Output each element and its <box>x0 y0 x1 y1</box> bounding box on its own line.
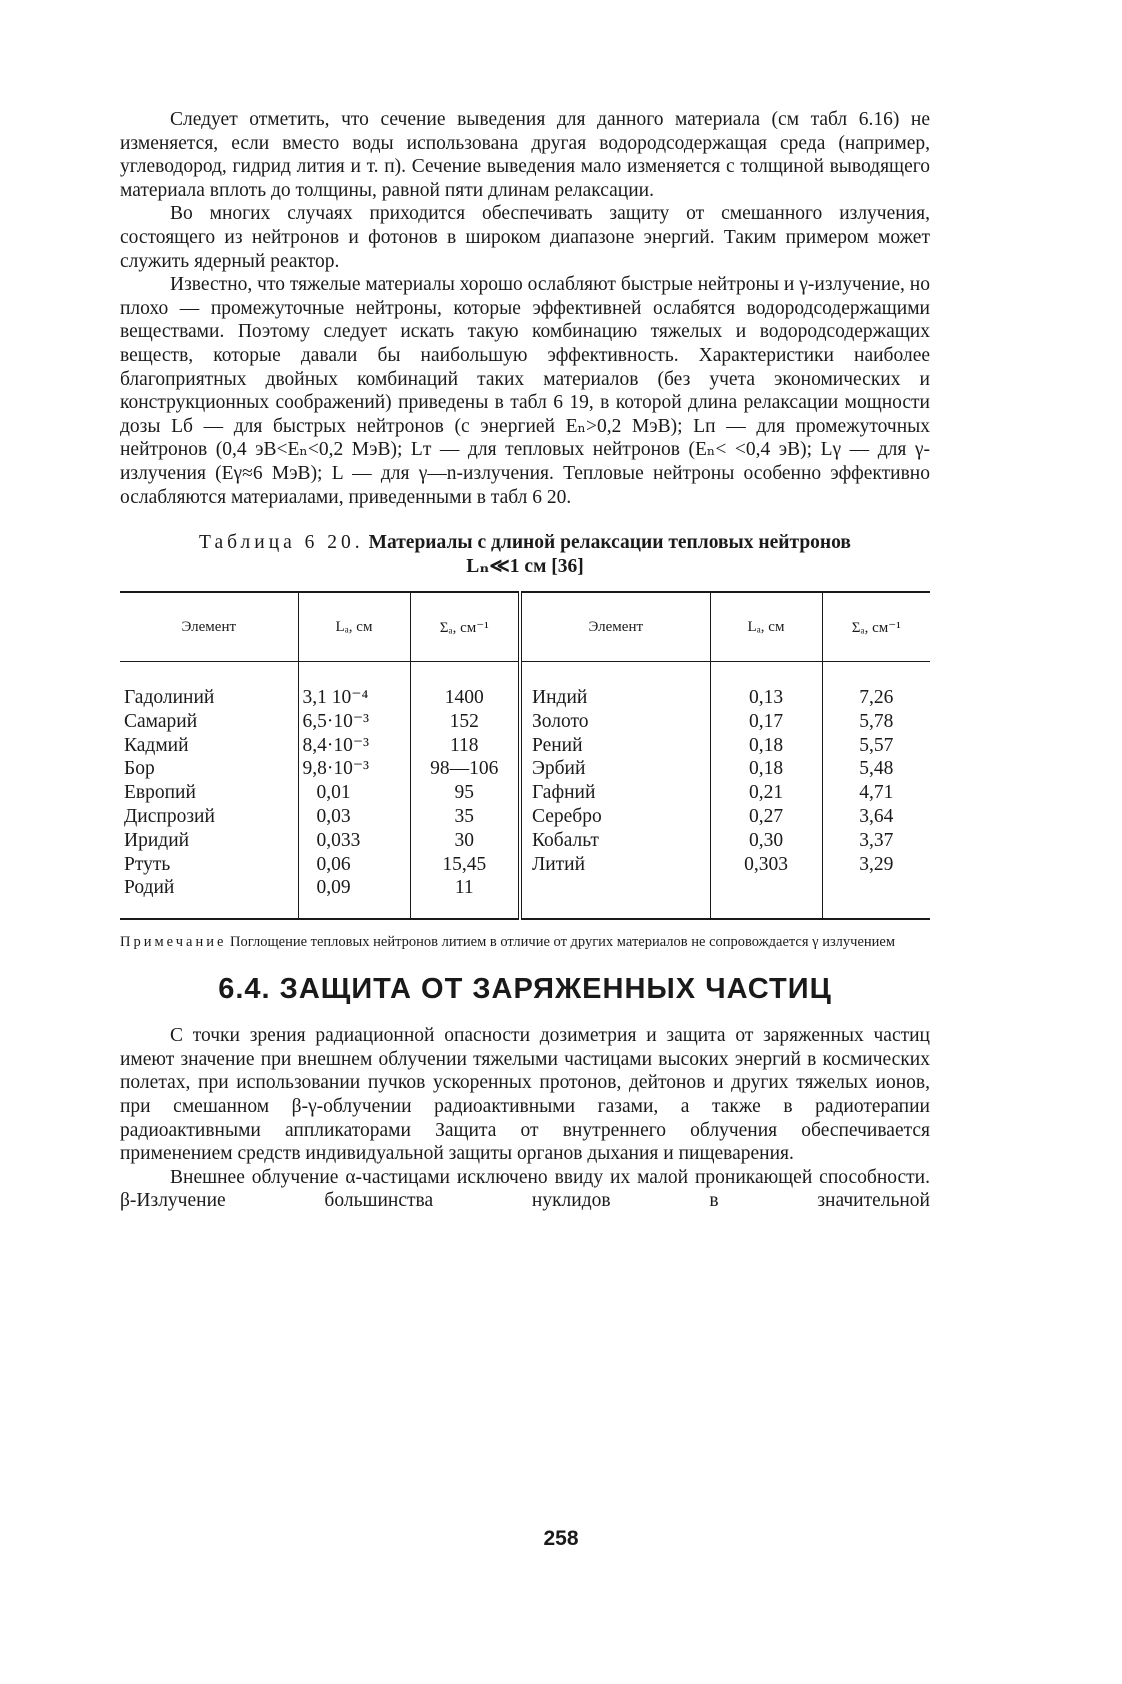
column-header: Lₐ, см <box>298 592 410 662</box>
cell: Ртуть <box>124 853 171 875</box>
column-header: Элемент <box>520 592 710 662</box>
cell: 3,64 <box>859 806 894 828</box>
left-sigma-cell <box>410 662 520 920</box>
table-title-line2: Lₙ≪1 см [36] <box>466 556 584 578</box>
cell: Европий <box>124 782 196 804</box>
table-title: Материалы с длиной релаксации тепловых нейтронов <box>368 532 851 554</box>
paragraph: Внешнее облучение α-частицами исключено ввиду их малой проникающей способности. β-Излучение большинства нуклидов в значительной <box>120 1166 930 1212</box>
cell: 11 <box>454 877 474 899</box>
cell: 3,37 <box>859 829 894 851</box>
right-sigma-cell <box>822 662 930 920</box>
cell: 118 <box>449 734 479 756</box>
cell: 0,30 <box>748 829 784 851</box>
cell: 15,45 <box>442 853 487 875</box>
cell: Индий <box>532 687 588 709</box>
cell: 0,03 <box>316 806 351 828</box>
column-header: Lₐ, см <box>710 592 822 662</box>
cell: 0,06 <box>316 853 351 875</box>
cell: Родий <box>124 877 175 899</box>
paragraph: Известно, что тяжелые материалы хорошо ослабляют быстрые нейтроны и γ-излучение, но плохо — промежуточные нейтроны, которые эффективней ослабятся водородсодержащими веществами. Поэтому следует искать такую комбинацию тяжелых и водородсодержащих веществ, которые давали бы наибольшую эффективность. Характеристики наиболее благоприятных двойных комбинаций таких материалов (без учета экономических и конструкционных соображений) приведены в табл 6 19, в которой длина релаксации мощности дозы Lб — для быстрых нейтронов (с энергией Eₙ>0,2 МэВ); Lп — для промежуточных нейтронов (0,4 эВ<Eₙ<0,2 МэВ); Lт — для тепловых нейтронов (Eₙ< <0,4 эВ); Lγ — для γ-излучения (Eγ≈6 МэВ); L — для γ—n-излучения. Тепловые нейтроны особенно эффективно ослабляются материалами, приведенными в табл 6 20. <box>120 274 930 508</box>
page-number: 258 <box>543 1527 579 1550</box>
table-header-row <box>120 592 930 662</box>
cell: 5,78 <box>859 710 894 732</box>
cell: 0,13 <box>748 687 784 709</box>
cell: 0,21 <box>748 782 784 804</box>
table-caption <box>120 531 930 579</box>
cell: Гадолиний <box>124 687 215 709</box>
cell: Кадмий <box>124 734 189 756</box>
table-label: Таблица 6 20. <box>199 532 364 554</box>
cell: 4,71 <box>859 782 894 804</box>
cell: Золото <box>532 710 589 732</box>
right-elements-cell <box>520 662 710 920</box>
cell: 5,48 <box>859 758 894 780</box>
cell: Эрбий <box>532 758 586 780</box>
cell: 0,033 <box>316 829 361 851</box>
cell: 9,8·10⁻³ <box>302 758 370 780</box>
table-note <box>120 934 930 951</box>
cell: 7,26 <box>859 687 894 709</box>
column-header: Σₐ, см⁻¹ <box>822 592 930 662</box>
column-header: Σₐ, см⁻¹ <box>410 592 520 662</box>
cell: Иридий <box>124 829 190 851</box>
cell: Кобальт <box>532 829 599 851</box>
cell: 5,57 <box>859 734 894 756</box>
cell: Диспрозий <box>124 806 215 828</box>
cell: Литий <box>532 853 586 875</box>
cell: 152 <box>449 710 479 732</box>
cell: 0,303 <box>744 853 788 875</box>
cell: 0,27 <box>748 806 784 828</box>
data-table <box>120 591 930 920</box>
cell: 0,18 <box>748 734 784 756</box>
table-body-row <box>120 662 930 920</box>
cell: Серебро <box>532 806 602 828</box>
cell: 0,09 <box>316 877 351 899</box>
cell: Гафний <box>532 782 596 804</box>
note-text: Поглощение тепловых нейтронов литием в отличие от других материалов не сопровождается γ излучением <box>230 934 896 951</box>
cell: Бор <box>124 758 155 780</box>
cell: 35 <box>454 806 474 828</box>
cell: 0,18 <box>748 758 784 780</box>
cell: 6,5·10⁻³ <box>302 710 370 732</box>
paragraph: С точки зрения радиационной опасности дозиметрия и защита от заряженных частиц имеют значение при внешнем облучении тяжелыми частицами высоких энергий в космических полетах, при использовании пучков ускоренных протонов, дейтонов и других тяжелых ионов, при смешанном β-γ-облучении радиоактивными газами, а также в радиотерапии радиоактивными аппликаторами Защита от внутреннего облучения обеспечивается применением средств индивидуальной защиты органов дыхания и пищеварения. <box>120 1025 930 1165</box>
cell: 8,4·10⁻³ <box>302 734 370 756</box>
cell: 1400 <box>444 687 484 709</box>
cell: 3,1 10⁻⁴ <box>302 687 369 709</box>
page-body <box>120 108 930 1213</box>
left-La-cell <box>298 662 410 920</box>
right-La-cell <box>710 662 822 920</box>
note-label: Примечание <box>120 934 227 951</box>
cell: Рений <box>532 734 583 756</box>
cell: 0,01 <box>316 782 351 804</box>
cell: 3,29 <box>859 853 894 875</box>
cell: 30 <box>454 829 474 851</box>
cell: 0,17 <box>748 710 784 732</box>
cell: 98—106 <box>430 758 499 780</box>
cell: 95 <box>454 782 474 804</box>
column-header: Элемент <box>120 592 298 662</box>
paragraph: Во многих случаях приходится обеспечивать защиту от смешанного излучения, состоящего из нейтронов и фотонов в широком диапазоне энергий. Таким примером может служить ядерный реактор. <box>120 203 930 272</box>
paragraph: Следует отметить, что сечение выведения для данного материала (см табл 6.16) не изменяется, если вместо воды использована другая водородсодержащая среда (например, углеводород, гидрид лития и т. п). Сечение выведения мало изменяется с толщиной выводящего материала вплоть до толщины, равной пяти длинам релаксации. <box>120 109 930 201</box>
section-heading: 6.4. ЗАЩИТА ОТ ЗАРЯЖЕННЫХ ЧАСТИЦ <box>218 973 832 1006</box>
left-elements-cell <box>120 662 298 920</box>
cell: Самарий <box>124 710 198 732</box>
